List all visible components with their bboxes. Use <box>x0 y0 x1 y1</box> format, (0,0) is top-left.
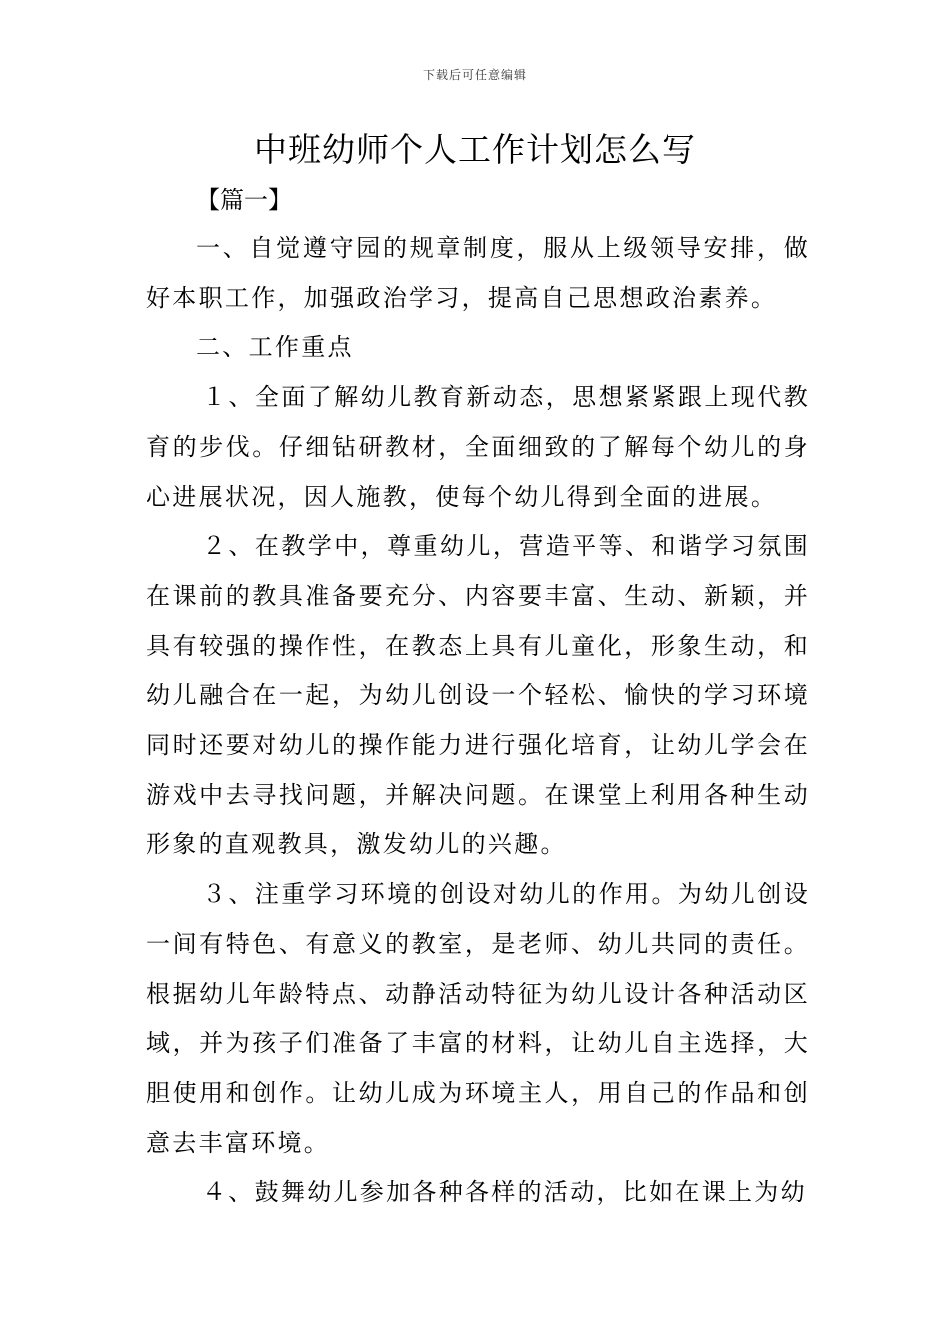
paragraph-item-4: ４、鼓舞幼儿参加各种各样的活动，比如在课上为幼 <box>202 1178 807 1207</box>
paragraph-item-3: ３、注重学习环境的创设对幼儿的作用。为幼儿创设一间有特色、有意义的教室，是老师、幼儿共同的责任。根据幼儿年龄特点、动静活动特征为幼儿设计各种活动区域，并为孩子们准备了丰富的材料，让幼儿自主选择，大胆使用和创作。让幼儿成为环境主人，用自己的作品和创意去丰富环境。 <box>146 880 810 1157</box>
document-title: 中班幼师个人工作计划怎么写 <box>254 130 696 169</box>
paragraph-rules: 一、自觉遵守园的规章制度，服从上级领导安排，做好本职工作，加强政治学习，提高自己思想政治素养。 <box>146 234 810 312</box>
paragraph-item-2: ２、在教学中，尊重幼儿，营造平等、和谐学习氛围在课前的教具准备要充分、内容要丰富、生动、新颖，并具有较强的操作性，在教态上具有儿童化，形象生动，和幼儿融合在一起，为幼儿创设一个轻松、愉快的学习环境同时还要对幼儿的操作能力进行强化培育，让幼儿学会在游戏中去寻找问题，并解决问题。在课堂上利用各种生动形象的直观教具，激发幼儿的兴趣。 <box>146 532 810 859</box>
header-note: 下载后可任意编辑 <box>422 68 527 82</box>
paragraph-work-focus-heading: 二、工作重点 <box>196 333 354 362</box>
section-label: 【篇一】 <box>196 186 292 214</box>
body-text <box>146 224 810 1218</box>
paragraph-item-1: １、全面了解幼儿教育新动态，思想紧紧跟上现代教育的步伐。仔细钻研教材，全面细致的了解每个幼儿的身心进展状况，因人施教，使每个幼儿得到全面的进展。 <box>146 383 810 511</box>
